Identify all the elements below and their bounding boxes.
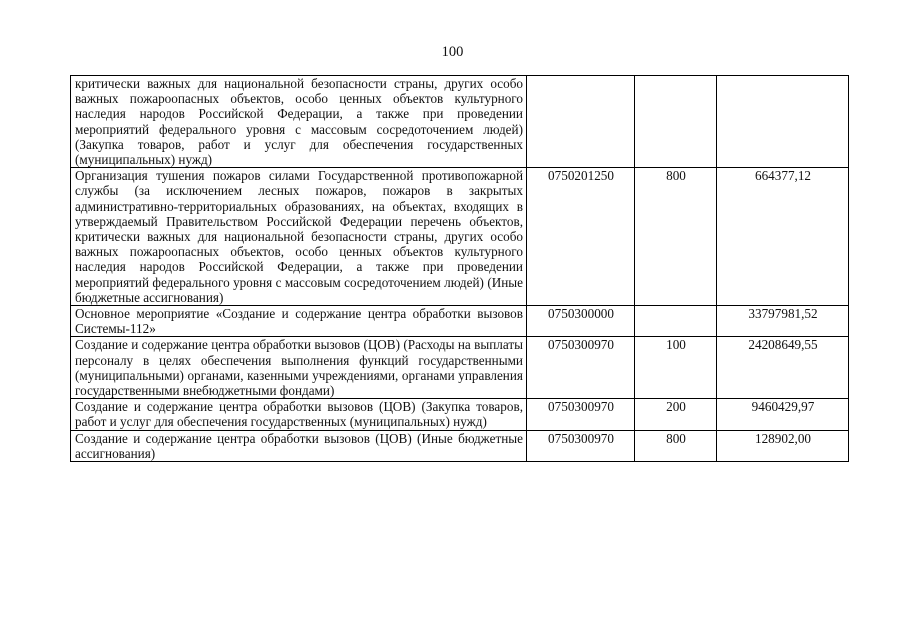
row-amount: 128902,00 <box>717 430 849 461</box>
row-description: Создание и содержание центра обработки вызовов (ЦОВ) (Закупка товаров, работ и услуг для обеспечения государственных (муниципальных) нужд) <box>71 399 527 430</box>
row-target-code: 0750300000 <box>527 306 635 337</box>
table-row <box>71 337 849 399</box>
row-target-code: 0750300970 <box>527 337 635 399</box>
table-row <box>71 76 849 168</box>
budget-table <box>70 75 849 462</box>
row-amount: 664377,12 <box>717 168 849 306</box>
table-row <box>71 168 849 306</box>
row-description: Организация тушения пожаров силами Государственной противопожарной службы (за исключением лесных пожаров, пожаров в закрытых административно-территориальных образованиях, на объектах, входящих в утверждаемый Правительством Российской Федерации перечень объектов, критически важных для национальной безопасности страны, других особо важных пожароопасных объектов, особо ценных объектов культурного наследия народов Российской Федерации, а также при проведении мероприятий федерального уровня с массовым сосредоточением людей) (Иные бюджетные ассигнования) <box>71 168 527 306</box>
row-expense-type <box>635 306 717 337</box>
row-target-code: 0750300970 <box>527 399 635 430</box>
table-row <box>71 399 849 430</box>
row-amount <box>717 76 849 168</box>
row-description: Создание и содержание центра обработки вызовов (ЦОВ) (Иные бюджетные ассигнования) <box>71 430 527 461</box>
row-expense-type: 800 <box>635 430 717 461</box>
table-row <box>71 306 849 337</box>
row-amount: 9460429,97 <box>717 399 849 430</box>
row-amount: 33797981,52 <box>717 306 849 337</box>
row-amount: 24208649,55 <box>717 337 849 399</box>
row-expense-type <box>635 76 717 168</box>
row-description: критически важных для национальной безопасности страны, других особо важных пожароопасных объектов, особо ценных объектов культурного наследия народов Российской Федерации, а также при проведении мероприятий федерального уровня с массовым сосредоточением людей) (Закупка товаров, работ и услуг для обеспечения государственных (муниципальных) нужд) <box>71 76 527 168</box>
row-description: Основное мероприятие «Создание и содержание центра обработки вызовов Системы-112» <box>71 306 527 337</box>
page-number: 100 <box>441 44 464 60</box>
row-target-code <box>527 76 635 168</box>
row-expense-type: 800 <box>635 168 717 306</box>
row-expense-type: 100 <box>635 337 717 399</box>
table-row <box>71 430 849 461</box>
row-expense-type: 200 <box>635 399 717 430</box>
row-target-code: 0750300970 <box>527 430 635 461</box>
row-description: Создание и содержание центра обработки вызовов (ЦОВ) (Расходы на выплаты персоналу в целях обеспечения выполнения функций государственными (муниципальными) органами, казенными учреждениями, органами управления государственными внебюджетными фондами) <box>71 337 527 399</box>
row-target-code: 0750201250 <box>527 168 635 306</box>
